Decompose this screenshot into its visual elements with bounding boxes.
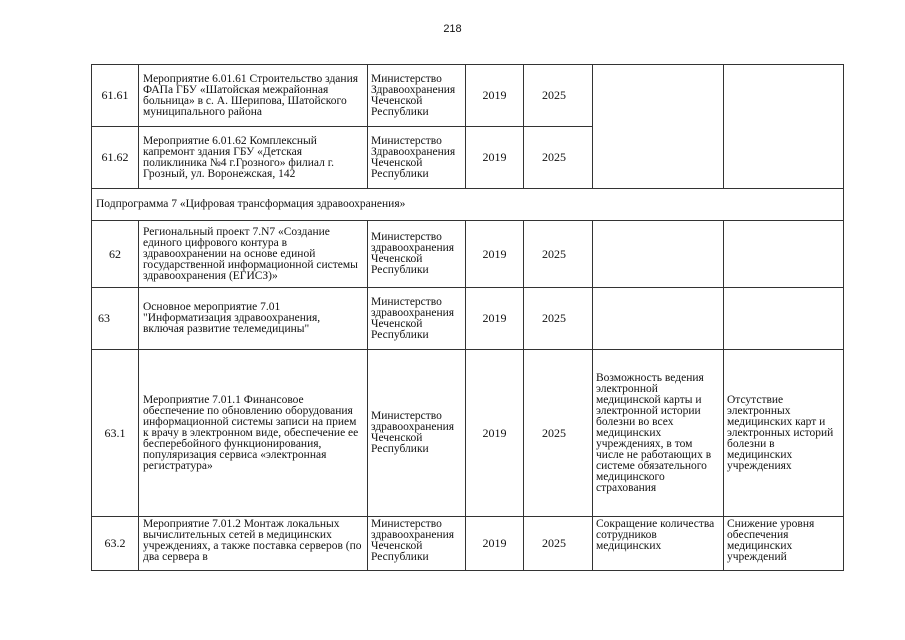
subprogram-title: Подпрограмма 7 «Цифровая трансформация здравоохранения» xyxy=(92,189,844,221)
start-year: 2019 xyxy=(466,517,524,571)
table-row xyxy=(92,350,844,517)
consequence-cell xyxy=(724,65,844,189)
event-cell: Мероприятие 6.01.61 Строительство здания ФАПа ГБУ «Шатойская межрайонная больница» в с. А. Шерипова, Шатойского муниципального района xyxy=(139,65,368,127)
page-number: 218 xyxy=(443,23,462,35)
start-year: 2019 xyxy=(466,65,524,127)
consequence-cell xyxy=(724,288,844,350)
event-cell: Мероприятие 6.01.62 Комплексный капремонт здания ГБУ «Детская поликлиника №4 г.Грозного» филиал г. Грозный, ул. Воронежская, 142 xyxy=(139,127,368,189)
org-cell: Министерство Здравоохранения Чеченской Республики xyxy=(368,65,466,127)
consequence-cell xyxy=(724,221,844,288)
start-year: 2019 xyxy=(466,288,524,350)
org-cell: Министерство здравоохранения Чеченской Республики xyxy=(368,221,466,288)
result-cell xyxy=(593,221,724,288)
consequence-cell: Снижение уровня обеспечения медицинских учреждений xyxy=(724,517,844,571)
org-cell: Министерство здравоохранения Чеченской Республики xyxy=(368,288,466,350)
start-year: 2019 xyxy=(466,221,524,288)
program-table xyxy=(91,64,844,571)
consequence-cell: Отсутствие электронных медицинских карт и электронных историй болезни в медицинских учреждениях xyxy=(724,350,844,517)
table-row xyxy=(92,65,844,127)
result-cell xyxy=(593,288,724,350)
start-year: 2019 xyxy=(466,350,524,517)
row-number: 62 xyxy=(92,221,139,288)
start-year: 2019 xyxy=(466,127,524,189)
table-row xyxy=(92,288,844,350)
event-cell: Основное мероприятие 7.01 "Информатизация здравоохранения, включая развитие телемедицины" xyxy=(139,288,368,350)
org-cell: Министерство здравоохранения Чеченской Республики xyxy=(368,517,466,571)
end-year: 2025 xyxy=(524,517,593,571)
end-year: 2025 xyxy=(524,127,593,189)
row-number: 63 xyxy=(92,288,139,350)
end-year: 2025 xyxy=(524,65,593,127)
table-row xyxy=(92,221,844,288)
subprogram-row xyxy=(92,189,844,221)
event-cell: Мероприятие 7.01.1 Финансовое обеспечение по обновлению оборудования информационной системы записи на прием к врачу в электронном виде, обеспечение ее бесперебойного функционирования, популяризация сервиса «электронная регистратура» xyxy=(139,350,368,517)
event-cell: Региональный проект 7.N7 «Создание единого цифрового контура в здравоохранении на основе единой государственной информационной системы здравоохранения (ЕГИСЗ)» xyxy=(139,221,368,288)
end-year: 2025 xyxy=(524,288,593,350)
table-row xyxy=(92,517,844,571)
row-number: 63.1 xyxy=(92,350,139,517)
event-cell: Мероприятие 7.01.2 Монтаж локальных вычислительных сетей в медицинских учреждениях, а также поставка серверов (по два сервера в xyxy=(139,517,368,571)
row-number: 61.61 xyxy=(92,65,139,127)
org-cell: Министерство здравоохранения Чеченской Республики xyxy=(368,350,466,517)
row-number: 61.62 xyxy=(92,127,139,189)
row-number: 63.2 xyxy=(92,517,139,571)
org-cell: Министерство Здравоохранения Чеченской Республики xyxy=(368,127,466,189)
result-cell: Возможность ведения электронной медицинской карты и электронной истории болезни во всех медицинских учреждениях, в том числе не работающих в системе обязательного медицинского страхования xyxy=(593,350,724,517)
end-year: 2025 xyxy=(524,350,593,517)
result-cell: Сокращение количества сотрудников медицинских xyxy=(593,517,724,571)
end-year: 2025 xyxy=(524,221,593,288)
result-cell xyxy=(593,65,724,189)
